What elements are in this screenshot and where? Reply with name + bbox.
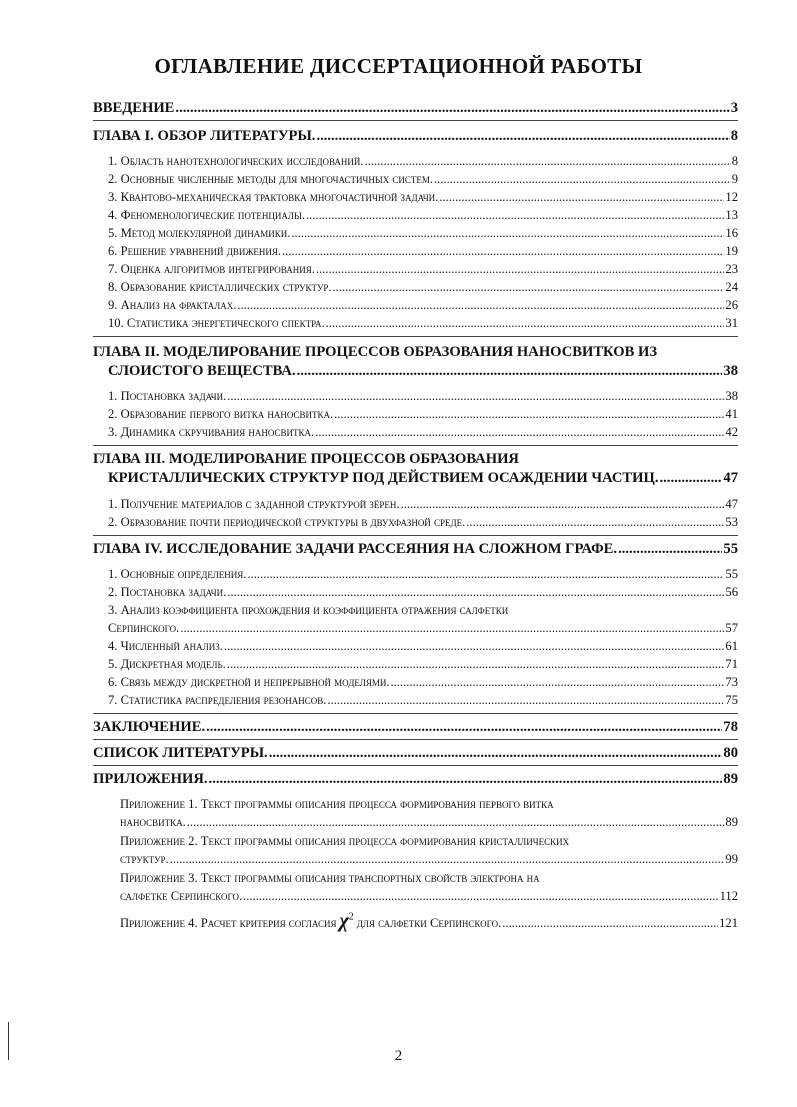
toc-entry-label: 10. Статистика энергетического спектра.: [108, 316, 325, 330]
toc-entry-label: [120, 910, 501, 933]
dot-leader: [206, 719, 722, 736]
toc-entry-label: Серпинского.: [108, 621, 180, 635]
toc-entry-label: 3. Квантово-механическая трактовка многочастичной задачи.: [108, 190, 439, 204]
toc-entry-page: 8: [730, 128, 738, 144]
dot-leader: [334, 407, 724, 421]
toc-appendix-line1[interactable]: Приложение 3. Текст программы описания транспортных свойств электрона на: [120, 871, 540, 885]
toc-entry-page: 47: [723, 470, 738, 486]
toc-entry-label: наносвитка.: [120, 815, 186, 829]
divider: [93, 535, 738, 536]
toc-entry-page: 9: [731, 172, 738, 186]
toc-entry-chapter-2-line1[interactable]: ГЛАВА II. МОДЕЛИРОВАНИЕ ПРОЦЕССОВ ОБРАЗОВАНИЯ НАНОСВИТКОВ ИЗ: [93, 344, 658, 360]
toc-entry-label: 4. Феноменологические потенциалы.: [108, 208, 305, 222]
toc-entry-chapter-3[interactable]: [108, 470, 738, 487]
toc-entry-appendices[interactable]: [93, 771, 738, 788]
toc-entry-conclusion[interactable]: [93, 719, 738, 736]
dot-leader: [315, 425, 724, 439]
dot-leader: [237, 298, 724, 312]
toc-entry-label: 5. Дискретная модель.: [108, 657, 226, 671]
toc-entry-label: 2. Основные численные методы для многочастичных систем.: [108, 172, 434, 186]
dot-leader: [390, 675, 724, 689]
dot-leader: [439, 190, 724, 204]
toc-appendix-entry-4[interactable]: [120, 910, 738, 933]
toc-entry-label: структур.: [120, 852, 169, 866]
dot-leader: [401, 497, 725, 511]
toc-entry-page: 71: [725, 657, 738, 671]
dot-leader: [326, 316, 725, 330]
toc-entry-page: 80: [723, 745, 738, 761]
toc-entry-label: 3. Динамика скручивания наносвитка.: [108, 425, 315, 439]
toc-entry-page: 61: [725, 639, 738, 653]
toc-entry-page: 121: [719, 916, 738, 930]
toc-entry-page: 8: [731, 154, 738, 168]
toc-entry-label: 2. Образование почти периодической структуры в двухфазной среде.: [108, 515, 466, 529]
dot-leader: [618, 541, 722, 558]
toc-entry-page: 16: [725, 226, 738, 240]
toc-subentry[interactable]: [108, 226, 738, 240]
toc-entry-label: салфетке Серпинского.: [120, 889, 243, 903]
toc-subentry[interactable]: [108, 657, 738, 671]
chi-symbol: χ: [339, 910, 349, 932]
toc-subentry[interactable]: [108, 244, 738, 258]
toc-appendix-entry[interactable]: [120, 852, 738, 866]
dot-leader: [316, 262, 725, 276]
toc-entry-label: 1. Получение материалов с заданной структурой зёрен.: [108, 497, 400, 511]
toc-entry-label: СПИСОК ЛИТЕРАТУРЫ.: [93, 745, 268, 761]
dot-leader: [297, 363, 723, 380]
dot-leader: [333, 280, 725, 294]
toc-entry-label: 8. Образование кристаллических структур.: [108, 280, 332, 294]
toc-entry-label: 7. Оценка алгоритмов интегрирования.: [108, 262, 315, 276]
toc-entry-page: 57: [725, 621, 738, 635]
dot-leader: [316, 128, 729, 145]
dot-leader: [282, 244, 724, 258]
toc-subentry[interactable]: [108, 154, 738, 168]
dot-leader: [306, 208, 724, 222]
dot-leader: [170, 852, 725, 866]
toc-subentry[interactable]: [108, 621, 738, 635]
toc-entry-page: 55: [723, 541, 738, 557]
toc-subentry[interactable]: [108, 675, 738, 689]
toc-entry-page: 38: [723, 363, 738, 379]
toc-subentry[interactable]: [108, 389, 738, 403]
toc-entry-label: 9. Анализ на фракталах.: [108, 298, 237, 312]
dot-leader: [243, 889, 718, 903]
toc-entry-page: 38: [725, 389, 738, 403]
toc-entry-chapter-2[interactable]: [108, 363, 738, 380]
toc-entry-chapter-1[interactable]: [93, 128, 738, 145]
toc-entry-label: 5. Метод молекулярной динамики.: [108, 226, 291, 240]
dot-leader: [224, 639, 724, 653]
toc-entry-page: 112: [719, 889, 738, 903]
toc-subentry[interactable]: [108, 407, 738, 421]
toc-entry-page: 47: [725, 497, 738, 511]
toc-entry-label: 6. Решение уравнений движения.: [108, 244, 282, 258]
toc-entry-page: 31: [725, 316, 738, 330]
dot-leader: [227, 389, 724, 403]
toc-entry-label: ГЛАВА I. ОБЗОР ЛИТЕРАТУРЫ.: [93, 128, 316, 144]
toc-subentry[interactable]: [108, 280, 738, 294]
toc-subentry[interactable]: [108, 567, 738, 581]
dot-leader: [187, 815, 725, 829]
toc-subentry[interactable]: [108, 639, 738, 653]
toc-entry-label: ВВЕДЕНИЕ: [93, 100, 175, 116]
toc-appendix-entry[interactable]: [120, 889, 738, 903]
divider: [93, 336, 738, 337]
toc-entry-page: 42: [725, 425, 738, 439]
toc-entry-page: 56: [725, 585, 738, 599]
toc-entry-label: ЗАКЛЮЧЕНИЕ.: [93, 719, 206, 735]
toc-subentry[interactable]: [108, 190, 738, 204]
dot-leader: [365, 154, 731, 168]
toc-entry-label: 7. Статистика распределения резонансов.: [108, 693, 327, 707]
toc-subentry[interactable]: [108, 298, 738, 312]
toc-entry-page: 12: [725, 190, 738, 204]
toc-subentry[interactable]: [108, 262, 738, 276]
toc-entry-page: 3: [730, 100, 738, 116]
dot-leader: [660, 470, 723, 487]
dot-leader: [247, 567, 724, 581]
chi-exponent: 2: [348, 911, 354, 923]
toc-entry-intro[interactable]: [93, 100, 738, 117]
toc-subentry[interactable]: [108, 208, 738, 222]
toc-entry-page: 73: [725, 675, 738, 689]
toc-subentry[interactable]: [108, 425, 738, 439]
toc-entry-label: СЛОИСТОГО ВЕЩЕСТВА.: [108, 363, 296, 379]
toc-entry-page: 53: [725, 515, 738, 529]
dot-leader: [291, 226, 724, 240]
divider: [93, 445, 738, 446]
toc-subentry[interactable]: [108, 316, 738, 330]
divider: [93, 739, 738, 740]
toc-entry-label: КРИСТАЛЛИЧЕСКИХ СТРУКТУР ПОД ДЕЙСТВИЕМ ОСАЖДЕНИИ ЧАСТИЦ.: [108, 470, 659, 486]
toc-entry-label: 4. Численный анализ.: [108, 639, 223, 653]
toc-entry-label: ГЛАВА IV. ИССЛЕДОВАНИЕ ЗАДАЧИ РАССЕЯНИЯ НА СЛОЖНОМ ГРАФЕ.: [93, 541, 618, 557]
toc-entry-label: ПРИЛОЖЕНИЯ.: [93, 771, 208, 787]
toc-entry-label: 1. Постановка задачи.: [108, 389, 227, 403]
toc-entry-page: 78: [723, 719, 738, 735]
toc-entry-label: 2. Образование первого витка наносвитка.: [108, 407, 334, 421]
toc-appendix-line1[interactable]: Приложение 2. Текст программы описания процесса формирования кристаллических: [120, 834, 570, 848]
divider: [93, 765, 738, 766]
toc-entry-page: 19: [725, 244, 738, 258]
divider: [93, 120, 738, 121]
chi-squared-symbol: [339, 910, 353, 932]
dot-leader: [209, 771, 723, 788]
toc-subentry[interactable]: [108, 585, 738, 599]
toc-entry-page: 89: [725, 815, 738, 829]
toc-entry-page: 23: [725, 262, 738, 276]
dot-leader: [180, 621, 724, 635]
toc-entry-page: 89: [723, 771, 738, 787]
dot-leader: [327, 693, 724, 707]
dot-leader: [269, 745, 723, 762]
toc-appendix-line1[interactable]: Приложение 1. Текст программы описания процесса формирования первого витка: [120, 797, 554, 811]
divider: [93, 713, 738, 714]
toc-entry-page: 75: [725, 693, 738, 707]
page-title: ОГЛАВЛЕНИЕ ДИССЕРТАЦИОННОЙ РАБОТЫ: [154, 54, 643, 78]
toc-subentry[interactable]: [108, 693, 738, 707]
toc-entry-label: 2. Постановка задачи.: [108, 585, 227, 599]
toc-appendix-entry[interactable]: [120, 815, 738, 829]
toc-entry-references[interactable]: [93, 745, 738, 762]
toc-entry-label: 1. Основные определения.: [108, 567, 247, 581]
dot-leader: [227, 585, 724, 599]
toc-entry-page: 24: [725, 280, 738, 294]
toc-subentry-line1[interactable]: 3. Анализ коэффициента прохождения и коэффициента отражения салфетки: [108, 603, 509, 617]
dot-leader: [227, 657, 725, 671]
toc-entry-page: 41: [725, 407, 738, 421]
dot-leader: [502, 916, 718, 930]
toc-entry-label: 6. Связь между дискретной и непрерывной моделями.: [108, 675, 390, 689]
page-number: 2: [394, 1048, 403, 1064]
app4-label-after: для салфетки Серпинского.: [356, 916, 502, 930]
dot-leader: [175, 100, 729, 117]
toc-subentry[interactable]: [108, 515, 738, 529]
toc-entry-label: 1. Область нанотехнологических исследований.: [108, 154, 364, 168]
toc-entry-chapter-4[interactable]: [93, 541, 738, 558]
app4-label-before: Приложение 4. Расчет критерия согласия: [120, 916, 337, 930]
toc-subentry[interactable]: [108, 497, 738, 511]
dot-leader: [434, 172, 731, 186]
toc-entry-page: 13: [725, 208, 738, 222]
toc-entry-page: 99: [725, 852, 738, 866]
toc-entry-page: 55: [725, 567, 738, 581]
dot-leader: [466, 515, 724, 529]
toc-entry-page: 26: [725, 298, 738, 312]
toc-entry-chapter-3-line1[interactable]: ГЛАВА III. МОДЕЛИРОВАНИЕ ПРОЦЕССОВ ОБРАЗОВАНИЯ: [93, 451, 519, 467]
toc-subentry[interactable]: [108, 172, 738, 186]
